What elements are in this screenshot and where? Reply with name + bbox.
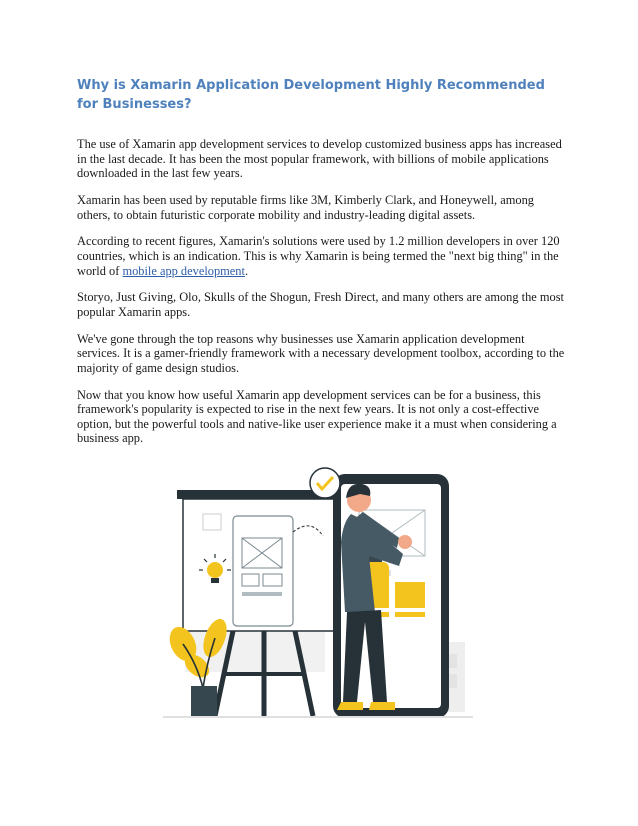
mobile-app-development-link[interactable]: mobile app development bbox=[122, 263, 245, 278]
paragraph-conclusion: Now that you know how useful Xamarin app development services can be for a business, this framework's popularity is expected to rise in the next few years. It is not only a cost-effective option, but the powerful tools and native-like user experience make it a must when considering a business app. bbox=[77, 387, 557, 446]
paragraph-intro: The use of Xamarin app development services to develop customized business apps has increased in the last decade. It has been the most popular framework, with billions of mobile applications downloaded in the last few years. bbox=[77, 137, 562, 181]
paragraph-figures bbox=[77, 234, 565, 278]
whiteboard-icon bbox=[177, 490, 351, 631]
easel-stand bbox=[215, 631, 313, 716]
checkmark-icon bbox=[310, 468, 340, 498]
page-title: Why is Xamarin Application Development Highly Recommended for Businesses? bbox=[77, 78, 545, 112]
xamarin-illustration bbox=[163, 462, 473, 718]
paragraph-reasons: We've gone through the top reasons why businesses use Xamarin application development services. It is a gamer-friendly framework with a necessary development toolbox, according to the majority of game design studios. bbox=[77, 331, 565, 375]
floor-line bbox=[163, 716, 473, 718]
paragraph-figures-text: According to recent figures, Xamarin's solutions were used by 1.2 million developers in over 120 countries, which is an indication. This is why Xamarin is being termed the "next big thing" in the world of bbox=[77, 234, 560, 278]
paragraph-figures-end: . bbox=[244, 263, 249, 278]
document-body bbox=[77, 137, 565, 458]
paragraph-apps: Storyo, Just Giving, Olo, Skulls of the Shogun, Fresh Direct, and many others are among the most popular Xamarin apps. bbox=[77, 290, 564, 319]
paragraph-firms: Xamarin has been used by reputable firms like 3M, Kimberly Clark, and Honeywell, among others, to obtain futuristic corporate mobility and industry-leading digital assets. bbox=[77, 192, 534, 222]
